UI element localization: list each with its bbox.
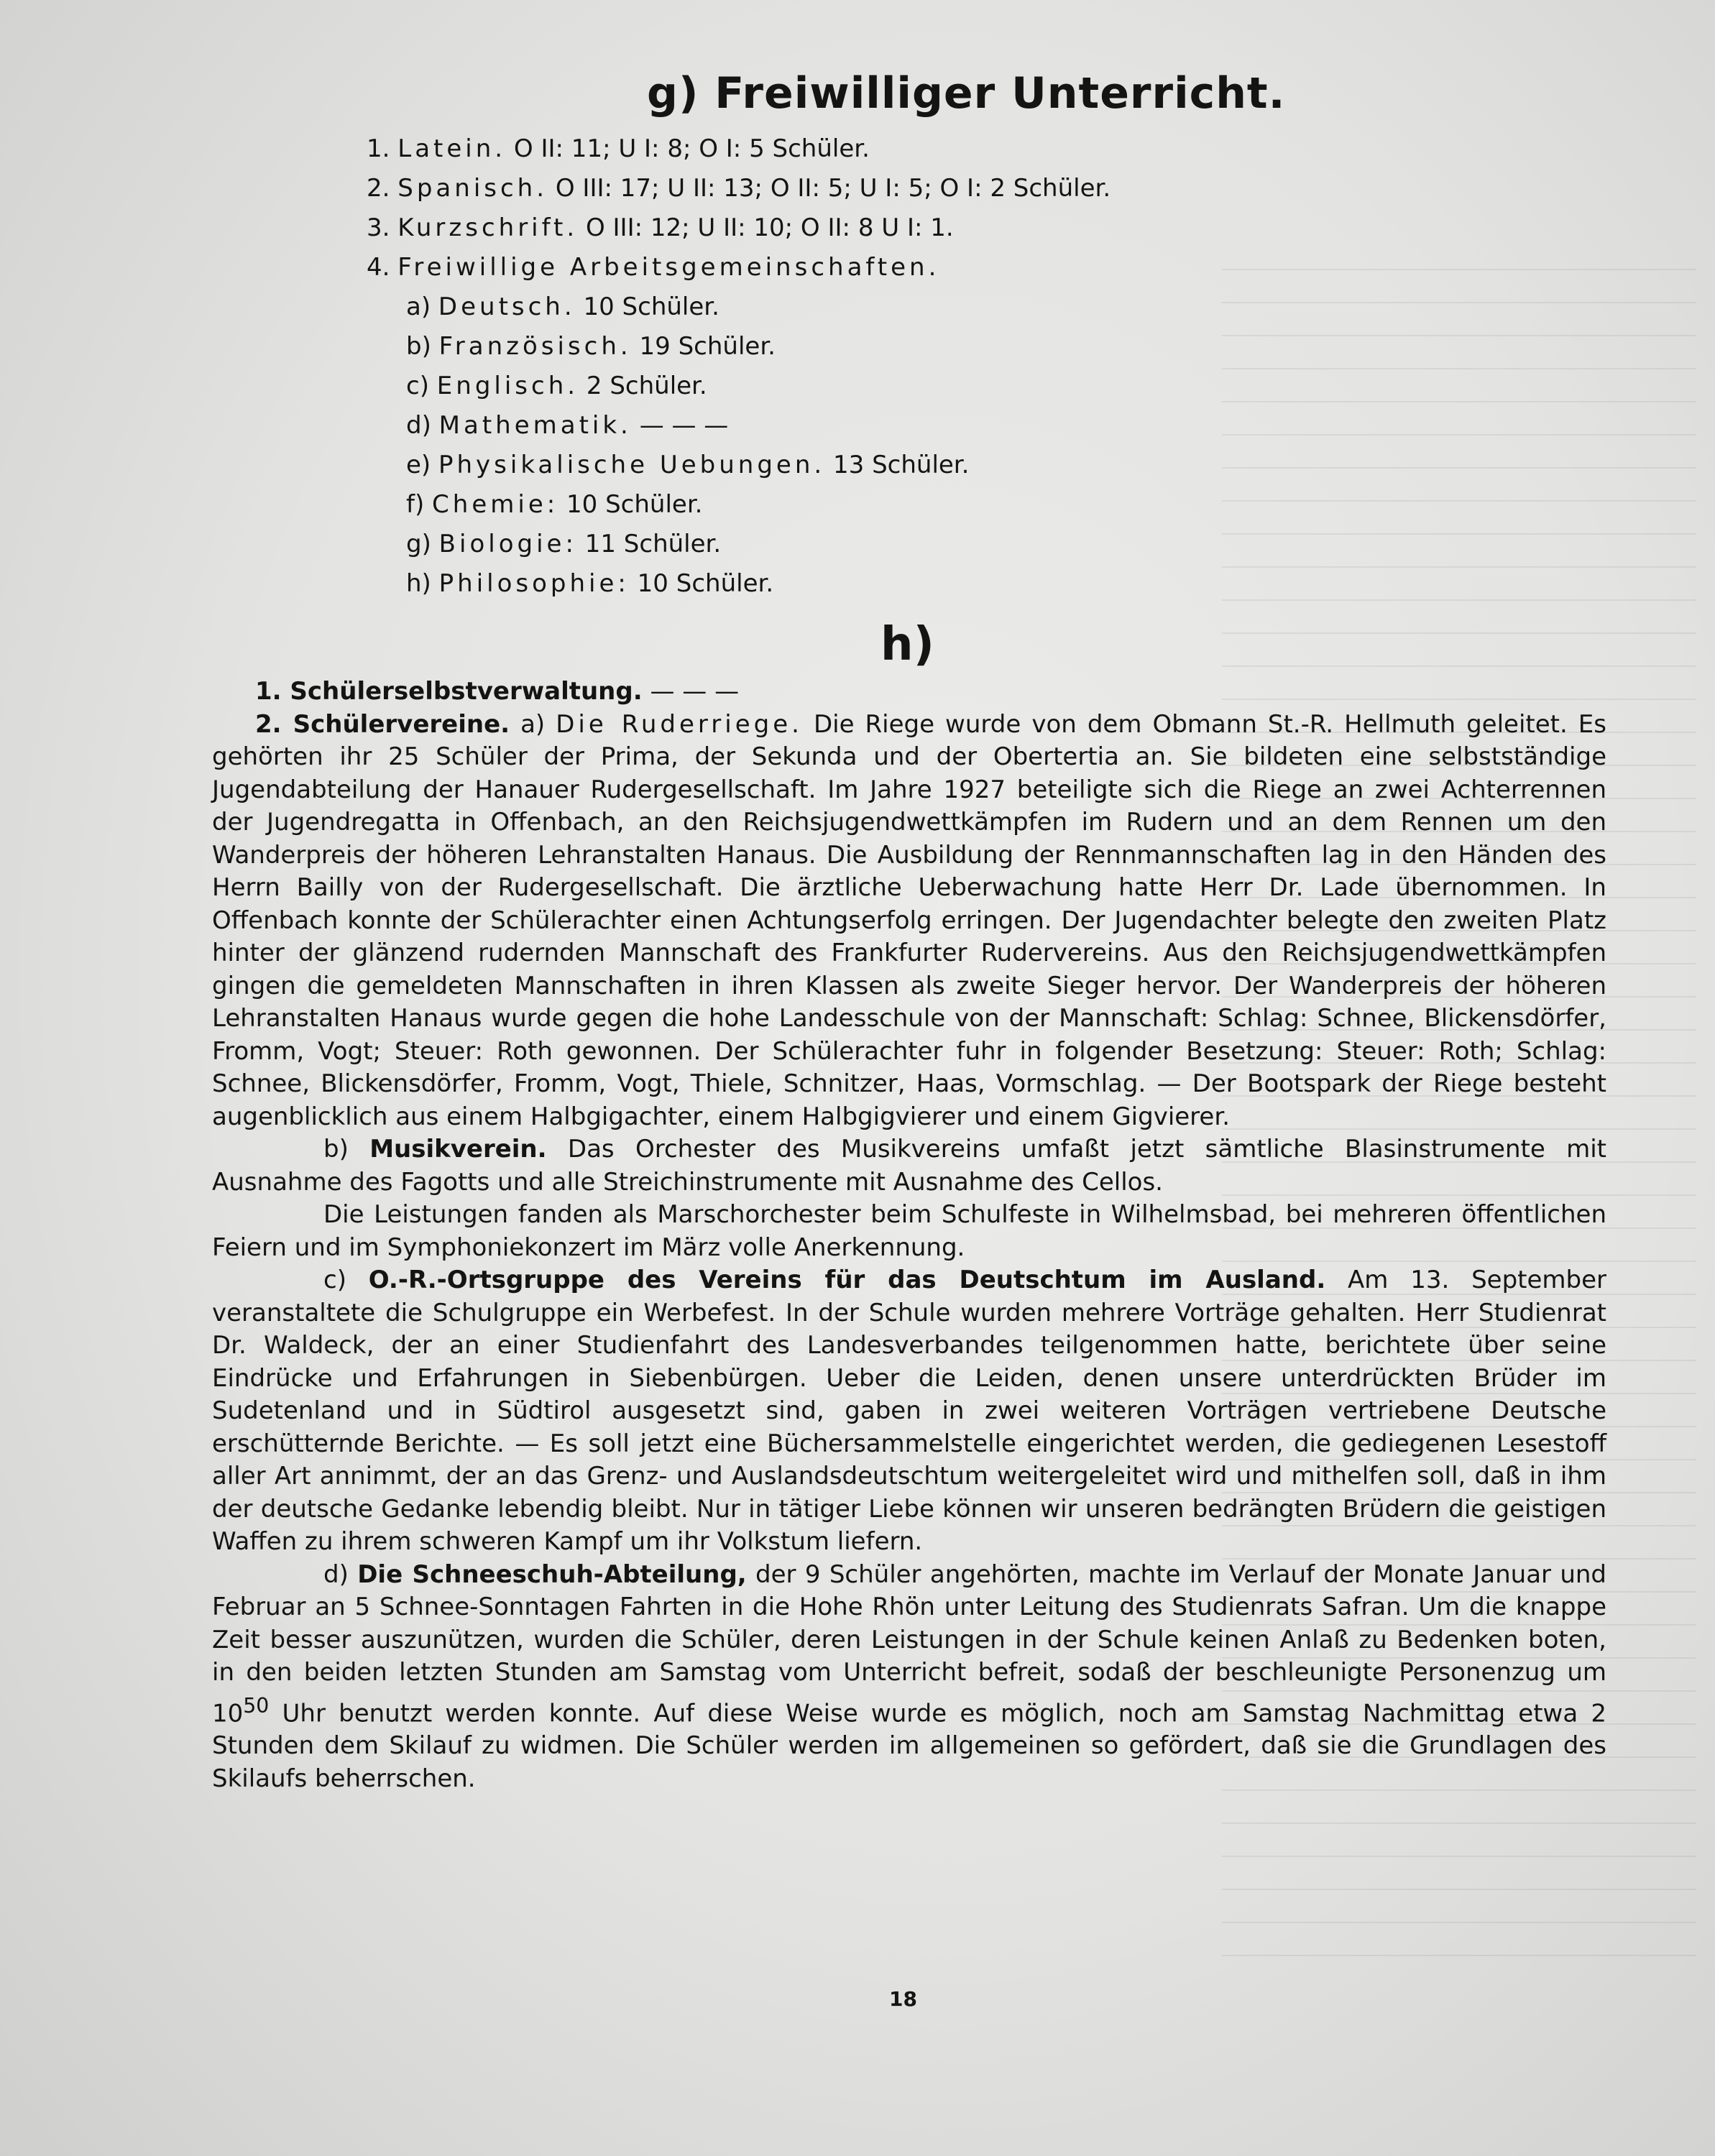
item-subject: Freiwillige Arbeitsgemeinschaften.: [397, 253, 940, 282]
sub-label: d): [323, 1560, 358, 1589]
sub-item: [367, 287, 1111, 327]
list-item: [367, 129, 1111, 169]
sub-item: [367, 327, 1111, 367]
paragraph-musikverein: [212, 1133, 1606, 1199]
vda-text: Am 13. September veranstaltete die Schulgruppe ein Werbefest. In der Schule wurden mehrere Vorträge gehalten. Herr Studienrat Dr. Waldeck, der an einer Studienfahrt des Landesverbandes teilgenommen hatte, berichtete über seine Eindrücke und Erfahrungen in Siebenbürgen. Ueber die Leiden, denen unsere unterdrückten Brüder im Sudetenland und in Südtirol ausgesetzt sind, gaben in zwei weiteren Vorträgen vertriebene Deutsche erschütternde Berichte. — Es soll jetzt eine Büchersammelstelle eingerichtet werden, die gediegenen Lesestoff aller Art annimmt, der an das Grenz- und Auslandsdeutschtum weitergeleitet wird und mithelfen soll, daß in ihm der deutsche Gedanke lebendig bleibt. Nur in tätiger Liebe können wir unseren bedrängten Brüdern die geistigen Waffen zu ihrem schweren Kampf um ihr Volkstum liefern.: [212, 1266, 1607, 1556]
paragraph-schneeschuh: [212, 1559, 1606, 1796]
time-superscript: 50: [243, 1693, 270, 1718]
sub-item-detail: — — —: [639, 411, 729, 440]
sub-item-letter: d): [406, 411, 431, 440]
sub-item-letter: c): [406, 372, 429, 400]
sub-label: b): [323, 1135, 370, 1164]
sub-label: c): [323, 1266, 369, 1294]
list-item: [367, 208, 1111, 248]
item-detail: O III: 17; U II: 13; O II: 5; U I: 5; O I: 2 Schüler.: [555, 174, 1111, 203]
sub-item: [367, 564, 1111, 604]
sub-item-detail: 13 Schüler.: [833, 451, 970, 479]
sub-item: [367, 406, 1111, 446]
heading-musikverein: Musikverein.: [369, 1135, 547, 1164]
section-h-body: [212, 676, 1606, 1795]
item-detail: O II: 11; U I: 8; O I: 5 Schüler.: [513, 134, 870, 163]
sub-item-subject: Physikalische Uebungen.: [438, 451, 826, 479]
item-number: 3.: [367, 213, 390, 242]
voluntary-lessons-list: [367, 129, 1111, 604]
list-item: [367, 248, 1111, 287]
heading-vda: O.-R.-Ortsgruppe des Vereins für das Deutschtum im Ausland.: [368, 1266, 1326, 1294]
paragraph-vda: [212, 1264, 1606, 1559]
sub-item: [367, 446, 1111, 485]
sub-item-subject: Chemie:: [432, 490, 559, 519]
list-item: [367, 169, 1111, 208]
heading-ruderriege: Die Ruderriege.: [556, 709, 803, 739]
schneeschuh-text: der 9 Schüler angehörten, machte im Verlauf der Monate Januar und Februar an 5 Schnee-Sonntagen Fahrten in die Hohe Rhön unter Leitung des Studienrats Safran. Um die knappe Zeit besser auszunützen, wurden die Schüler, deren Leistungen in der Schule keinen Anlaß zu Bedenken boten, in den beiden letzten Stunden am Samstag vom Unterricht befreit, sodaß der beschleunigte Personenzug um 10: [212, 1560, 1607, 1728]
item-subject: Kurzschrift.: [397, 213, 579, 242]
heading-schneeschuh: Die Schneeschuh-Abteilung,: [357, 1560, 747, 1589]
sub-item-subject: Mathematik.: [438, 411, 632, 440]
item-subject: Latein.: [397, 134, 507, 163]
sub-item-detail: 10 Schüler.: [583, 292, 719, 321]
paragraph-musikverein-2: [212, 1199, 1606, 1264]
sub-item-detail: 19 Schüler.: [639, 332, 776, 361]
paragraph-ruderriege: [212, 709, 1606, 1134]
sub-item-subject: Französisch.: [438, 332, 632, 361]
item-number: 1.: [367, 134, 390, 163]
sub-item-letter: h): [406, 569, 431, 598]
musikverein-text: Das Orchester des Musikvereins umfaßt jetzt sämtliche Blasinstrumente mit Ausnahme des Fagotts und alle Streichinstrumente mit Ausnahme des Cellos.: [212, 1135, 1606, 1197]
sub-item: [367, 485, 1111, 525]
item-number: 4.: [367, 253, 390, 282]
ruderriege-text: Die Riege wurde von dem Obmann St.-R. Hellmuth geleitet. Es gehörten ihr 25 Schüler der Prima, der Sekunda und der Obertertia an. Sie bildeten eine selbstständige Jugendabteilung der Hanauer Rudergesellschaft. Im Jahre 1927 beteiligte sich die Riege an zwei Achterrennen der Jugendregatta in Offenbach, an den Reichsjugendwettkämpfen im Rudern und an dem Rennen um den Wanderpreis der höheren Lehranstalten Hanaus. Die Ausbildung der Rennmannschaften lag in den Händen des Herrn Bailly von der Rudergesellschaft. Die ärztliche Ueberwachung hatte Herr Dr. Lade übernommen. In Offenbach konnte der Schülerachter einen Achtungserfolg erringen. Der Jugendachter belegte den zweiten Platz hinter der glänzend rudernden Mannschaft des Frankfurter Rudervereins. Aus den Reichsjugendwettkämpfen gingen die gemeldeten Mannschaften in ihren Klassen als zweite Sieger hervor. Der Wanderpreis der höheren Lehranstalten Hanaus wurde gegen die hohe Landesschule von der Mannschaft: Schlag: Schnee, Blickensdörfer, Fromm, Vogt; Steuer: Roth gewonnen. Der Schülerachter fuhr in folgender Besetzung: Steuer: Roth; Schlag: Schnee, Blickensdörfer, Fromm, Vogt, Thiele, Schnitzer, Haas, Vormschlag. — Der Bootspark der Riege besteht augenblicklich aus einem Halbgigachter, einem Halbgigvierer und einem Gigvierer.: [212, 709, 1606, 1131]
dash-placeholder: — — —: [642, 677, 740, 706]
schneeschuh-text-2: Uhr benutzt werden konnte. Auf diese Weise wurde es möglich, noch am Samstag Nachmittag etwa 2 Stunden dem Skilauf zu widmen. Die Schüler werden im allgemeinen so gefördert, daß sie die Grundlagen des Skilaufs beherrschen.: [212, 1698, 1606, 1793]
sub-item-letter: g): [406, 530, 431, 558]
heading-selbstverwaltung: 1. Schülerselbstverwaltung.: [255, 677, 643, 706]
item-number: 2.: [367, 174, 390, 203]
sub-item-subject: Englisch.: [436, 372, 579, 400]
item-subject: Spanisch.: [397, 174, 548, 203]
item-detail: O III: 12; U II: 10; O II: 8 U I: 1.: [585, 213, 954, 242]
sub-item-subject: Deutsch.: [438, 292, 576, 321]
sub-item-detail: 11 Schüler.: [584, 530, 722, 558]
section-mark-h: h): [881, 618, 934, 671]
sub-item-detail: 10 Schüler.: [637, 569, 774, 598]
sub-item-subject: Biologie:: [438, 530, 577, 558]
section-title-g: g) Freiwilliger Unterricht.: [647, 68, 1286, 119]
sub-item-subject: Philosophie:: [438, 569, 630, 598]
page-number: 18: [889, 1987, 917, 2011]
sub-item-letter: e): [406, 451, 431, 479]
musikverein-text-2: Die Leistungen fanden als Marschorchester beim Schulfeste in Wilhelmsbad, bei mehreren öffentlichen Feiern und im Symphoniekonzert im März volle Anerkennung.: [212, 1200, 1606, 1262]
sub-item-detail: 10 Schüler.: [566, 490, 703, 519]
sub-label: a): [510, 709, 556, 739]
sub-item-letter: a): [406, 292, 431, 321]
sub-item-letter: b): [406, 332, 431, 361]
sub-item: [367, 525, 1111, 564]
sub-item-letter: f): [406, 490, 425, 519]
heading-schuelervereine: 2. Schülervereine.: [255, 709, 510, 739]
sub-item-detail: 2 Schüler.: [586, 372, 707, 400]
sub-item: [367, 367, 1111, 406]
paragraph-selbstverwaltung: [212, 676, 1606, 709]
